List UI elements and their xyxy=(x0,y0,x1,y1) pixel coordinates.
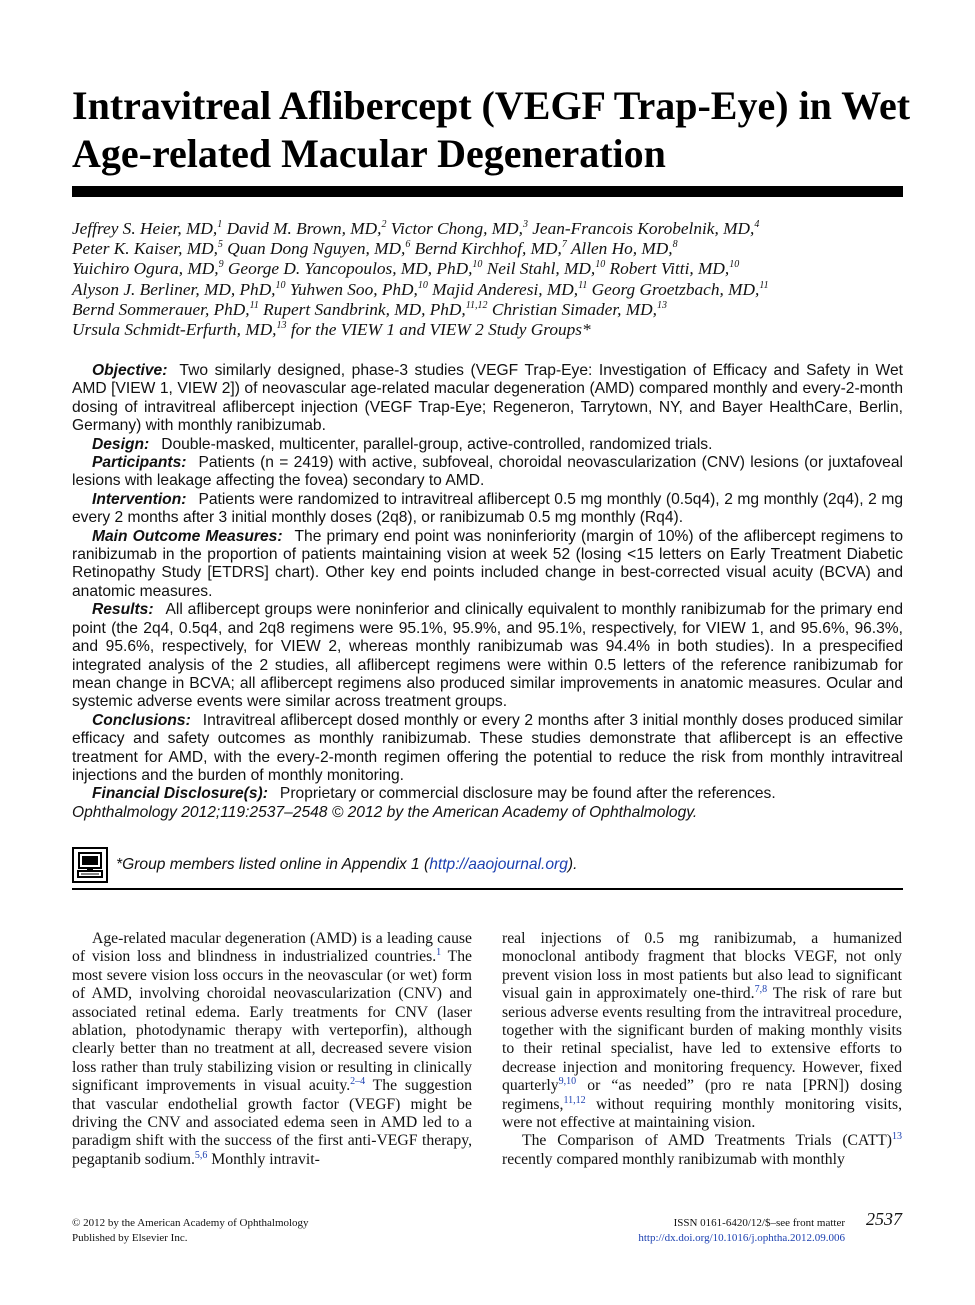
abstract-section-label: Main Outcome Measures: xyxy=(92,527,283,545)
affiliation-sup: 10 xyxy=(595,259,606,271)
affiliation-sup: 8 xyxy=(672,239,678,251)
body-text: Monthly intravit- xyxy=(207,1150,320,1168)
author-name: Jean-Francois Korobelnik, MD, xyxy=(527,219,755,238)
author-name: Yuichiro Ogura, MD, xyxy=(72,259,219,279)
affiliation-sup: 3 xyxy=(522,219,528,231)
body-text: or “as needed” (pro re nata [PRN]) dosing regimens, xyxy=(502,1077,902,1113)
supplement-text xyxy=(116,856,577,874)
author-name: Victor Chong, MD, xyxy=(386,219,523,238)
abstract-section-text: Patients were randomized to intravitreal aflibercept 0.5 mg monthly (0.5q4), 2 mg monthly (2q4), 2 mg every 2 months after 3 initial monthly doses (2q8), or ranibizumab 0.5 mg monthly (Rq4). xyxy=(72,490,903,527)
abstract-section-text: Intravitreal aflibercept dosed monthly or every 2 months after 3 initial monthly doses produced similar efficacy and safety outcomes as monthly ranibizumab. These studies demonstrate that aflibercept is an effective treatment for AMD, with the every-2-month regimen offering the potential to reduce the risk from monthly intravitreal injections and the burden of monthly monitoring. xyxy=(72,711,903,784)
reference-link[interactable]: 7,8 xyxy=(754,983,768,995)
abstract xyxy=(72,362,903,822)
abstract-section-text: All aflibercept groups were noninferior and clinically equivalent to monthly ranibizumab for the primary end point (the 2q4, 0.5q4, and 2q8 regimens were 95.1%, 95.9%, and 95.1%, respectively, for VIEW 1, and 95.6%, 96.3%, and 95.6%, respectively, for VIEW 2, whereas monthly ranibizumab was 94.4% in both studies). In a prespecified integrated analysis of the 2 studies, all aflibercept regimens were within 0.5 letters of the reference ranibizumab for mean change in BCVA; all aflibercept regimens also produced similar improvements in anatomic measures. Ocular and systemic adverse events were similar across treatment groups. xyxy=(72,601,903,711)
author-name: David M. Brown, MD, xyxy=(222,219,382,238)
abstract-section xyxy=(72,528,903,602)
body-paragraph-intro xyxy=(72,930,472,1169)
affiliation-sup: 11 xyxy=(578,279,588,291)
author-line xyxy=(72,320,902,340)
affiliation-sup: 10 xyxy=(275,279,286,291)
affiliation-sup: 10 xyxy=(729,259,740,271)
reference-link[interactable]: 13 xyxy=(892,1131,902,1143)
doi-link[interactable]: http://dx.doi.org/10.1016/j.ophtha.2012.09.006 xyxy=(638,1232,845,1244)
author-name: for the VIEW 1 and VIEW 2 Study Groups* xyxy=(286,320,591,340)
affiliation-sup: 11 xyxy=(759,279,769,291)
author-line xyxy=(72,280,902,300)
abstract-section xyxy=(72,454,903,491)
supplement-note xyxy=(72,847,903,887)
author-name: Robert Vitti, MD, xyxy=(605,259,730,279)
author-name: Georg Groetzbach, MD, xyxy=(587,279,760,299)
body-text: The suggestion that vascular endothelial growth factor (VEGF) might be driving the CNV and associated edema seen in AMD led to a paradigm shift with the success of the first anti-VEGF therapy, pegaptanib sodium. xyxy=(72,1077,472,1168)
abstract-section-label: Conclusions: xyxy=(92,711,191,729)
body-text: real injections of 0.5 mg ranibizumab, a humanized monoclonal antibody fragment that blocks VEGF, not only prevent vision loss in most patients but also lead to significant visual gain in approximately one-third. xyxy=(502,930,902,1003)
affiliation-sup: 1 xyxy=(217,219,223,231)
abstract-section xyxy=(72,436,903,454)
abstract-section-label: Intervention: xyxy=(92,490,187,508)
author-name: Neil Stahl, MD, xyxy=(482,259,596,279)
computer-monitor-icon xyxy=(72,847,108,883)
body-text: The risk of rare but serious adverse events resulting from the intravitreal procedure, together with the significant burden of making monthly visits to their retinal specialist, have led to extensive efforts to decrease injection and monitoring frequency. However, fixed quarterly xyxy=(502,985,903,1095)
author-line xyxy=(72,259,902,279)
author-name: Allen Ho, MD, xyxy=(566,239,673,259)
affiliation-sup: 9 xyxy=(218,259,224,271)
body-text: without requiring monthly monitoring visits, were not effective at maintaining vision. xyxy=(502,1095,902,1132)
abstract-section-label: Participants: xyxy=(92,454,187,472)
abstract-section-text: Two similarly designed, phase-3 studies (VEGF Trap-Eye: Investigation of Efficacy and Safety in Wet AMD [VIEW 1, VIEW 2]) of neovascular age-related macular degeneration (AMD) compared monthly and every-2-month dosing of intravitreal aflibercept injection (VEGF Trap-Eye; Regeneron, Tarrytown, NY, and Bayer HealthCare, Berlin, Germany) with monthly ranibizumab. xyxy=(72,362,903,435)
body-text: recently compared monthly ranibizumab with monthly xyxy=(502,1150,845,1168)
footer-left xyxy=(72,1216,309,1246)
author-name: Quan Dong Nguyen, MD, xyxy=(222,239,406,259)
copyright-line: © 2012 by the American Academy of Ophthalmology xyxy=(72,1217,309,1229)
author-name: George D. Yancopoulos, MD, PhD, xyxy=(223,259,473,279)
abstract-section-label: Design: xyxy=(92,435,150,453)
supplement-text-before: *Group members listed online in Appendix 1 ( xyxy=(116,856,430,873)
author-name: Christian Simader, MD, xyxy=(487,299,657,319)
affiliation-sup: 10 xyxy=(472,259,483,271)
abstract-bottom-rule xyxy=(72,888,903,890)
body-text: The most severe vision loss occurs in the neovascular (or wet) form of AMD, involving choroidal neovascularization (CNV) and associated retinal edema. Early treatments for CNV (laser ablation, photodynamic therapy with verteporfin), although clearly better than no treatment at all, decreased severe vision loss rather than truly stabilizing vision or resulting in clinically significant improvements in visual acuity. xyxy=(72,948,472,1095)
affiliation-sup: 13 xyxy=(276,320,287,332)
abstract-section xyxy=(72,491,903,528)
abstract-section-label: Financial Disclosure(s): xyxy=(92,785,268,803)
author-name: Ursula Schmidt-Erfurth, MD, xyxy=(72,320,277,340)
body-column-left xyxy=(72,930,472,1169)
abstract-section xyxy=(72,601,903,711)
author-name: Jeffrey S. Heier, MD, xyxy=(72,219,218,238)
author-name: Rupert Sandbrink, MD, PhD, xyxy=(258,299,466,319)
body-column-right xyxy=(502,930,902,1169)
author-line xyxy=(72,239,902,259)
author-line xyxy=(72,300,902,320)
publisher-line: Published by Elsevier Inc. xyxy=(72,1232,188,1244)
issn-line: ISSN 0161-6420/12/$–see front matter xyxy=(673,1217,845,1229)
affiliation-sup: 6 xyxy=(405,239,411,251)
abstract-section-text: The primary end point was noninferiority (margin of 10%) of the aflibercept regimens to ranibizumab in the proportion of patients maintaining vision at week 52 (losing <15 letters on Early Treatment Diabetic Retinopathy Study [ETDRS] chart). Other key end points included change in best-corrected visual acuity (BCVA) and anatomic measures. xyxy=(72,527,903,600)
author-name: Peter K. Kaiser, MD, xyxy=(72,239,218,259)
abstract-section-text: Double-masked, multicenter, parallel-group, active-controlled, randomized trials. xyxy=(161,435,713,453)
affiliation-sup: 2 xyxy=(381,219,387,231)
aaojournal-link[interactable]: http://aaojournal.org xyxy=(429,856,568,873)
body-text: The Comparison of AMD Treatments Trials (CATT) xyxy=(522,1132,892,1150)
reference-link[interactable]: 9,10 xyxy=(558,1076,577,1088)
abstract-section-text: Patients (n = 2419) with active, subfoveal, choroidal neovascularization (CNV) lesions (or juxtafoveal lesions with leakage affecting the fovea) secondary to AMD. xyxy=(72,454,903,490)
affiliation-sup: 5 xyxy=(217,239,223,251)
abstract-section-label: Results: xyxy=(92,601,154,619)
reference-link[interactable]: 1 xyxy=(436,947,442,959)
body-text: Age-related macular degeneration (AMD) is a leading cause of vision loss and blindness in industrialized countries. xyxy=(72,930,472,966)
affiliation-sup: 13 xyxy=(656,300,667,312)
affiliation-sup: 7 xyxy=(561,239,567,251)
footer-right xyxy=(500,1216,845,1246)
abstract-section xyxy=(72,362,903,436)
author-name: Yuhwen Soo, PhD, xyxy=(285,279,418,299)
title-rule xyxy=(72,186,903,197)
abstract-section-text: Proprietary or commercial disclosure may be found after the references. xyxy=(279,785,776,803)
author-name: Bernd Sommerauer, PhD, xyxy=(72,299,250,319)
abstract-section-label: Objective: xyxy=(92,362,168,379)
body-paragraph-continued xyxy=(502,930,902,1132)
body-paragraph-catt xyxy=(502,1132,902,1169)
abstract-section xyxy=(72,712,903,786)
author-name: Bernd Kirchhof, MD, xyxy=(410,239,562,259)
reference-link[interactable]: 5,6 xyxy=(194,1149,208,1161)
author-name: Alyson J. Berliner, MD, PhD, xyxy=(72,279,276,299)
author-name: Majid Anderesi, MD, xyxy=(427,279,579,299)
affiliation-sup: 10 xyxy=(417,279,428,291)
author-list xyxy=(72,219,902,340)
article-title: Intravitreal Aflibercept (VEGF Trap-Eye) in Wet Age-related Macular Degeneration xyxy=(72,83,911,176)
author-line xyxy=(72,219,902,239)
reference-link[interactable]: 2–4 xyxy=(350,1076,366,1088)
affiliation-sup: 4 xyxy=(754,219,760,231)
page-number: 2537 xyxy=(866,1209,902,1229)
abstract-section xyxy=(72,785,903,803)
citation-line: Ophthalmology 2012;119:2537–2548 © 2012 by the American Academy of Ophthalmology. xyxy=(72,803,698,821)
affiliation-sup: 11,12 xyxy=(465,300,488,312)
reference-link[interactable]: 11,12 xyxy=(563,1094,586,1106)
supplement-text-after: ). xyxy=(567,856,578,873)
affiliation-sup: 11 xyxy=(249,300,259,312)
